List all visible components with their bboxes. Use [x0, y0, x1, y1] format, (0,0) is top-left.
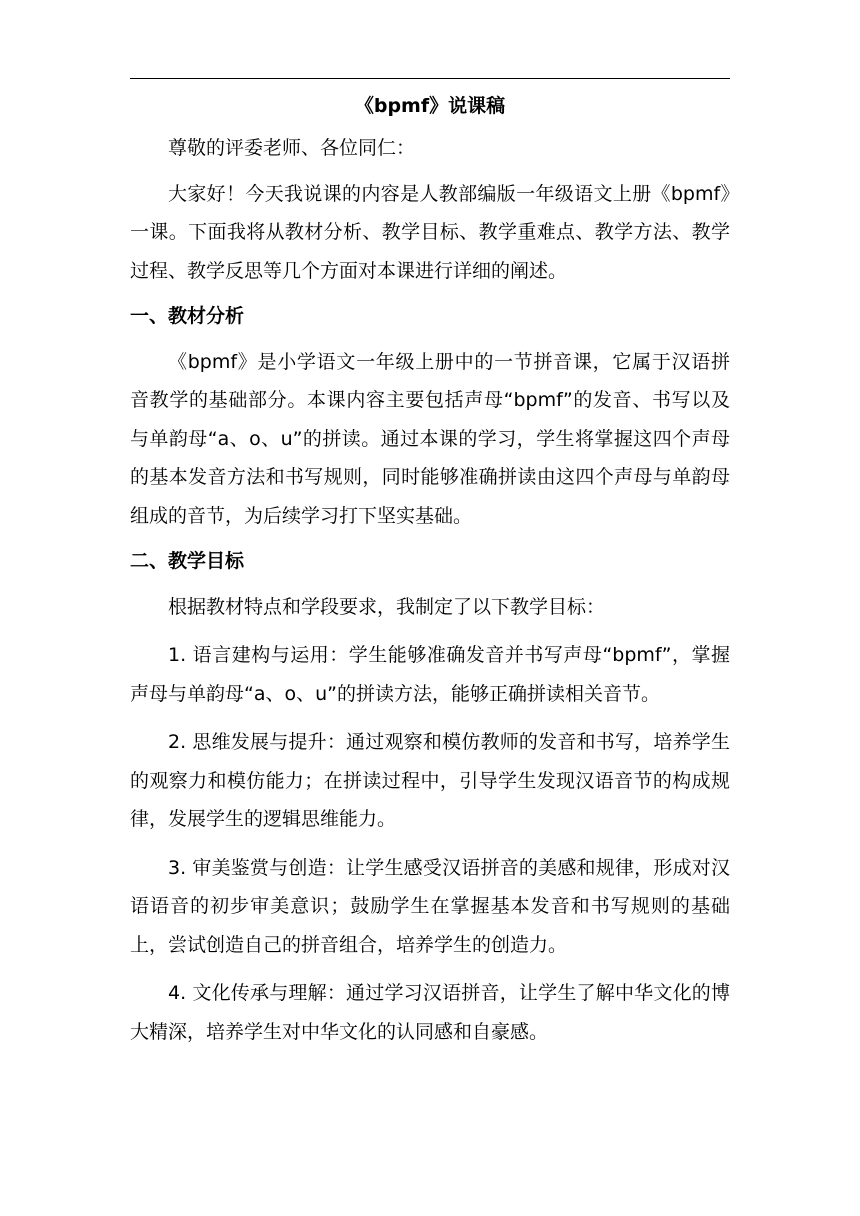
goal-item-4: 4. 文化传承与理解：通过学习汉语拼音，让学生了解中华文化的博大精深，培养学生对中华文化的认同感和自豪感。	[130, 982, 730, 1043]
textbook-analysis-paragraph: 《bpmf》是小学语文一年级上册中的一节拼音课，它属于汉语拼音教学的基础部分。本课内容主要包括声母“bpmf”的发音、书写以及与单韵母“a、o、u”的拼读。通过本课的学习，学生将掌握这四个声母的基本发音方法和书写规则，同时能够准确拼读由这四个声母与单韵母组成的音节，为后续学习打下坚实基础。	[130, 350, 730, 527]
section-heading-textbook-analysis: 一、教材分析	[130, 305, 245, 327]
section-heading-teaching-goals: 二、教学目标	[130, 550, 245, 572]
document-title: 《bpmf》说课稿	[354, 95, 506, 117]
salutation: 尊敬的评委老师、各位同仁：	[168, 137, 416, 159]
goal-item-2: 2. 思维发展与提升：通过观察和模仿教师的发音和书写，培养学生的观察力和模仿能力；在拼读过程中，引导学生发现汉语音节的构成规律，发展学生的逻辑思维能力。	[130, 731, 730, 830]
header-rule	[130, 78, 730, 79]
goal-item-3: 3. 审美鉴赏与创造：让学生感受汉语拼音的美感和规律，形成对汉语语音的初步审美意识；鼓励学生在掌握基本发音和书写规则的基础上，尝试创造自己的拼音组合，培养学生的创造力。	[130, 856, 730, 956]
intro-paragraph: 大家好！今天我说课的内容是人教部编版一年级语文上册《bpmf》一课。下面我将从教材分析、教学目标、教学重难点、教学方法、教学过程、教学反思等几个方面对本课进行详细的阐述。	[130, 182, 730, 282]
document-page	[130, 78, 730, 1051]
teaching-goals-intro: 根据教材特点和学段要求，我制定了以下教学目标：	[168, 595, 606, 618]
goal-item-1: 1. 语言建构与运用：学生能够准确发音并书写声母“bpmf”，掌握声母与单韵母“a、o、u”的拼读方法，能够正确拼读相关音节。	[130, 644, 730, 705]
